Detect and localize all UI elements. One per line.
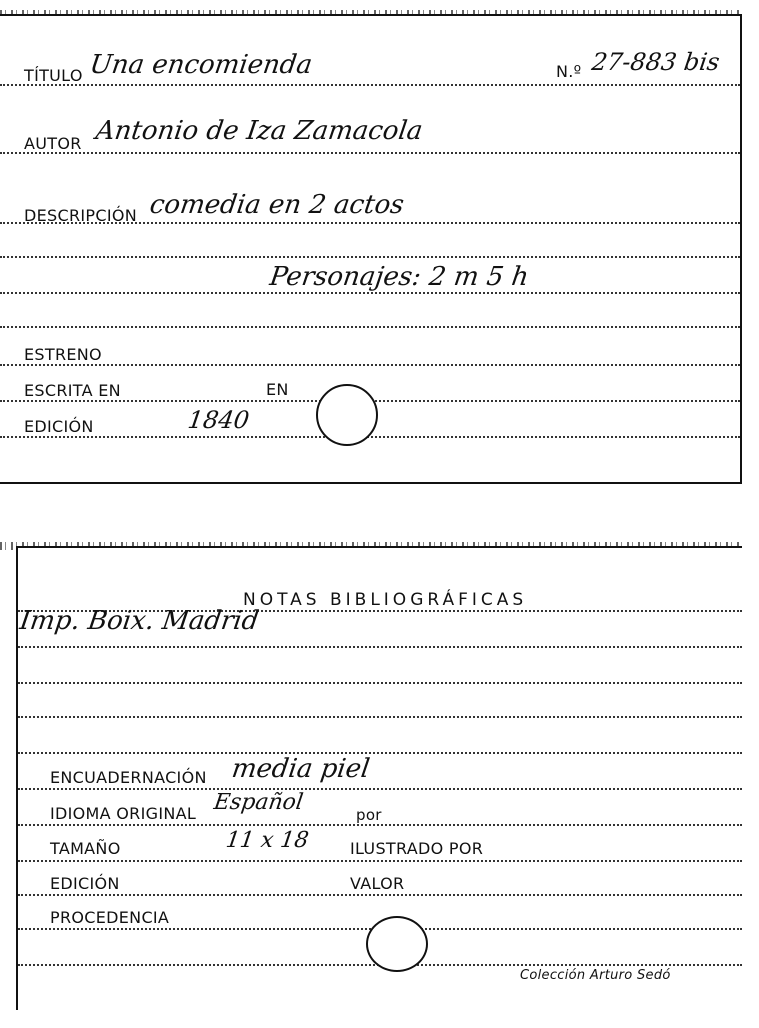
dotted-line [0,292,740,294]
dotted-line [0,364,740,366]
catalog-card-back [16,546,742,1010]
notes-value: Imp. Boix. Madrid [17,606,261,636]
dotted-line [18,860,742,862]
dotted-line [0,326,740,328]
dotted-line [0,256,740,258]
descripcion-value: comedia en 2 actos [147,190,406,220]
en-label: EN [266,380,289,399]
tamano-label: TAMAÑO [50,839,121,858]
numero-value: 27-883 bis [590,48,722,76]
dotted-line [0,84,740,86]
estreno-label: ESTRENO [24,345,102,364]
punch-hole [366,916,428,972]
dotted-line [18,716,742,718]
por-label: por [356,806,382,824]
idioma-label: IDIOMA ORIGINAL [50,804,197,823]
encuadernacion-value: media piel [229,754,372,784]
tamano-value: 11 x 18 [224,828,311,853]
escrita-label: ESCRITA EN [24,381,121,400]
catalog-card-front [0,14,742,484]
dotted-line [18,824,742,826]
dotted-line [18,646,742,648]
coleccion-credit: Colección Arturo Sedó [520,968,671,983]
numero-label: N.º [556,62,582,81]
notas-bibliograficas-heading: NOTAS BIBLIOGRÁFICAS [243,590,528,610]
dotted-line [18,752,742,754]
dotted-line [18,788,742,790]
autor-value: Antonio de Iza Zamacola [93,116,425,146]
procedencia-label: PROCEDENCIA [50,908,170,927]
idioma-value: Español [212,790,305,815]
valor-label: VALOR [350,874,405,893]
edicion-value: 1840 [186,406,252,434]
dotted-line [0,436,740,438]
ilustrado-label: ILUSTRADO POR [350,839,484,858]
dotted-line [18,894,742,896]
encuadernacion-label: ENCUADERNACIÓN [50,768,207,787]
edicion-label: EDICIÓN [50,874,120,893]
punch-hole [316,384,378,446]
dotted-line [0,152,740,154]
titulo-value: Una encomienda [87,50,315,80]
titulo-label: TÍTULO [24,66,83,85]
autor-label: AUTOR [24,134,82,153]
edicion-label: EDICIÓN [24,417,94,436]
dotted-line [18,682,742,684]
personajes-value: Personajes: 2 m 5 h [267,262,531,292]
descripcion-label: DESCRIPCIÓN [24,206,137,225]
